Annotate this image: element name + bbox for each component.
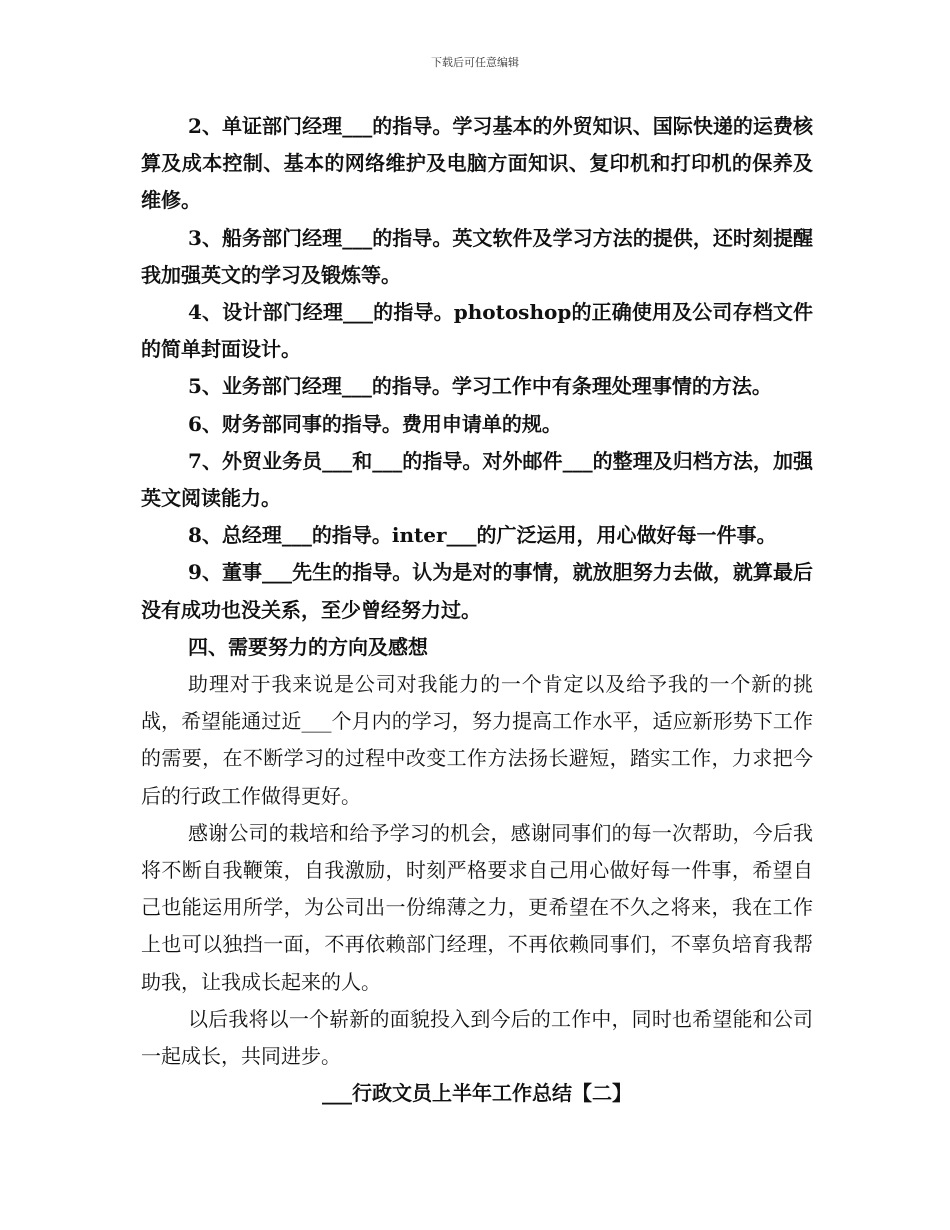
section-heading: 四、需要努力的方向及感想 <box>188 634 428 659</box>
section-paragraph-2: 感谢公司的栽培和给予学习的机会，感谢同事们的每一次帮助，今后我将不断自我鞭策，自我激励，时刻严格要求自己用心做好每一件事，希望自己也能运用所学，为公司出一份绵薄之力，更希望在不久之将来，我在工作上也可以独挡一面，不再依赖部门经理，不再依赖同事们，不辜负培育我帮助我，让我成长起来的人。 <box>141 820 813 994</box>
section-paragraph-1: 助理对于我来说是公司对我能力的一个肯定以及给予我的一个新的挑战，希望能通过近___个月内的学习，努力提高工作水平，适应新形势下工作的需要，在不断学习的过程中改变工作方法扬长避短，踏实工作，力求把今后的行政工作做得更好。 <box>141 672 813 808</box>
paragraph-item-2: 2、单证部门经理___的指导。学习基本的外贸知识、国际快递的运费核算及成本控制、基本的网络维护及电脑方面知识、复印机和打印机的保养及维修。 <box>141 114 813 213</box>
paragraph-item-3: 3、船务部门经理___的指导。英文软件及学习方法的提供，还时刻提醒我加强英文的学习及锻炼等。 <box>141 225 813 287</box>
page-header-note: 下载后可任意编辑 <box>431 56 519 69</box>
paragraph-item-9: 9、董事___先生的指导。认为是对的事情，就放胆努力去做，就算最后没有成功也没关系，至少曾经努力过。 <box>141 560 813 622</box>
section-paragraph-3: 以后我将以一个崭新的面貌投入到今后的工作中，同时也希望能和公司一起成长，共同进步。 <box>141 1006 813 1069</box>
paragraph-item-4: 4、设计部门经理___的指导。photoshop的正确使用及公司存档文件的简单封面设计。 <box>141 300 813 362</box>
paragraph-item-7: 7、外贸业务员___和___的指导。对外邮件___的整理及归档方法，加强英文阅读能力。 <box>141 448 813 511</box>
next-document-title: ___行政文员上半年工作总结【二】 <box>322 1081 632 1106</box>
paragraph-item-5: 5、业务部门经理___的指导。学习工作中有条理处理事情的方法。 <box>188 374 772 399</box>
document-body <box>141 108 813 1112</box>
paragraph-item-6: 6、财务部同事的指导。费用申请单的规。 <box>188 411 562 436</box>
paragraph-item-8: 8、总经理___的指导。inter___的广泛运用，用心做好每一件事。 <box>188 523 777 548</box>
